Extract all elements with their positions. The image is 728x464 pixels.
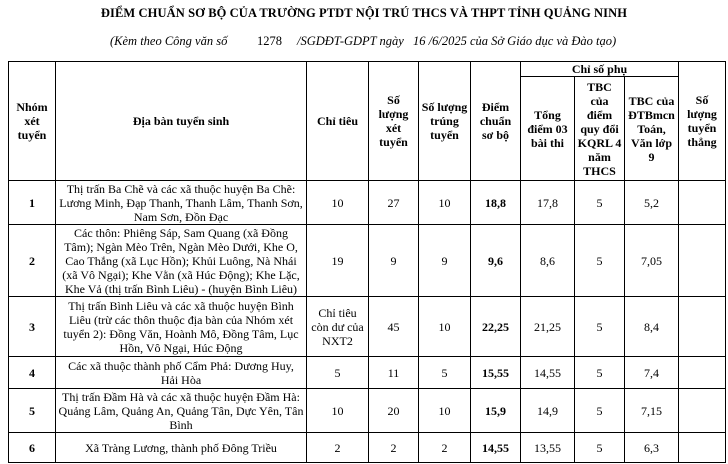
subtitle-part1: (Kèm theo Công văn số xyxy=(110,34,228,48)
header-total3: Tổng điểm 03 bài thi xyxy=(521,77,575,181)
header-sub-indices: Chỉ số phụ xyxy=(521,62,679,77)
header-applicants: Số lượng xét tuyển xyxy=(369,62,419,181)
table-row: 2 Các thôn: Phiêng Sáp, Sam Quang (xã Đồng Tâm); Ngàn Mèo Trên, Ngàn Mèo Dưới, Khe O, Cao Thắng (xã Lục Hồn); Khủi Luông, Nà Nhái (xã Vô Ngại); Khe Vằn (xã Húc Động); Khe Lặc, Khe Vả (thị trấn Bình Liêu) - (huyện Bình Liêu) 19 9 9 9,6 8,6 5 7,05 xyxy=(9,225,726,297)
subtitle-number: 1278 xyxy=(257,34,282,48)
header-dtbmcn: TBC của ĐTBmcn Toán, Văn lớp 9 xyxy=(625,77,679,181)
header-admitted: Số lượng trúng tuyển xyxy=(419,62,471,181)
table-row: 4 Các xã thuộc thành phố Cẩm Phả: Dương Huy, Hải Hòa 5 11 5 15,55 14,55 5 7,4 xyxy=(9,357,726,389)
subtitle-date: 16 /6/2025 của Sở Giáo dục và Đào tạo) xyxy=(413,34,617,48)
subtitle-part2: /SGDĐT-GDPT ngày xyxy=(297,34,404,48)
header-score: Điểm chuẩn sơ bộ xyxy=(471,62,521,181)
header-direct: Số lượng tuyển thẳng xyxy=(679,62,726,181)
admission-score-table xyxy=(8,61,726,463)
table-row: 1 Thị trấn Ba Chẽ và các xã thuộc huyện Ba Chẽ: Lương Minh, Đạp Thanh, Thanh Lâm, Thanh Sơn, Nam Sơn, Đồn Đạc 10 27 10 18,8 17,8 5 5,2 xyxy=(9,181,726,225)
header-group: Nhóm xét tuyển xyxy=(9,62,56,181)
document-title: ĐIỂM CHUẨN SƠ BỘ CỦA TRƯỜNG PTDT NỘI TRÚ THCS VÀ THPT TỈNH QUẢNG NINH xyxy=(100,6,628,20)
table-row: 3 Thị trấn Bình Liêu và các xã thuộc huyện Bình Liêu (trừ các thôn thuộc địa bàn của Nhóm xét tuyển 2): Đồng Văn, Hoành Mô, Đồng Tâm, Lục Hồn, Vô Ngại, Húc Động Chỉ tiêu còn dư của NXT2 45 10 22,25 21,25 5 8,4 xyxy=(9,297,726,357)
header-area: Địa bàn tuyển sinh xyxy=(56,62,307,181)
header-kqrl: TBC của điểm quy đổi KQRL 4 năm THCS xyxy=(575,77,625,181)
table-row: 6 Xã Tràng Lương, thành phố Đông Triều 2 2 2 14,55 13,55 5 6,3 xyxy=(9,433,726,463)
header-quota: Chỉ tiêu xyxy=(307,62,369,181)
table-row: 5 Thị trấn Đầm Hà và các xã thuộc huyện Đầm Hà: Quảng Lâm, Quảng An, Quảng Tân, Dực Yên, Tân Bình 10 20 10 15,9 14,9 5 7,15 xyxy=(9,389,726,433)
